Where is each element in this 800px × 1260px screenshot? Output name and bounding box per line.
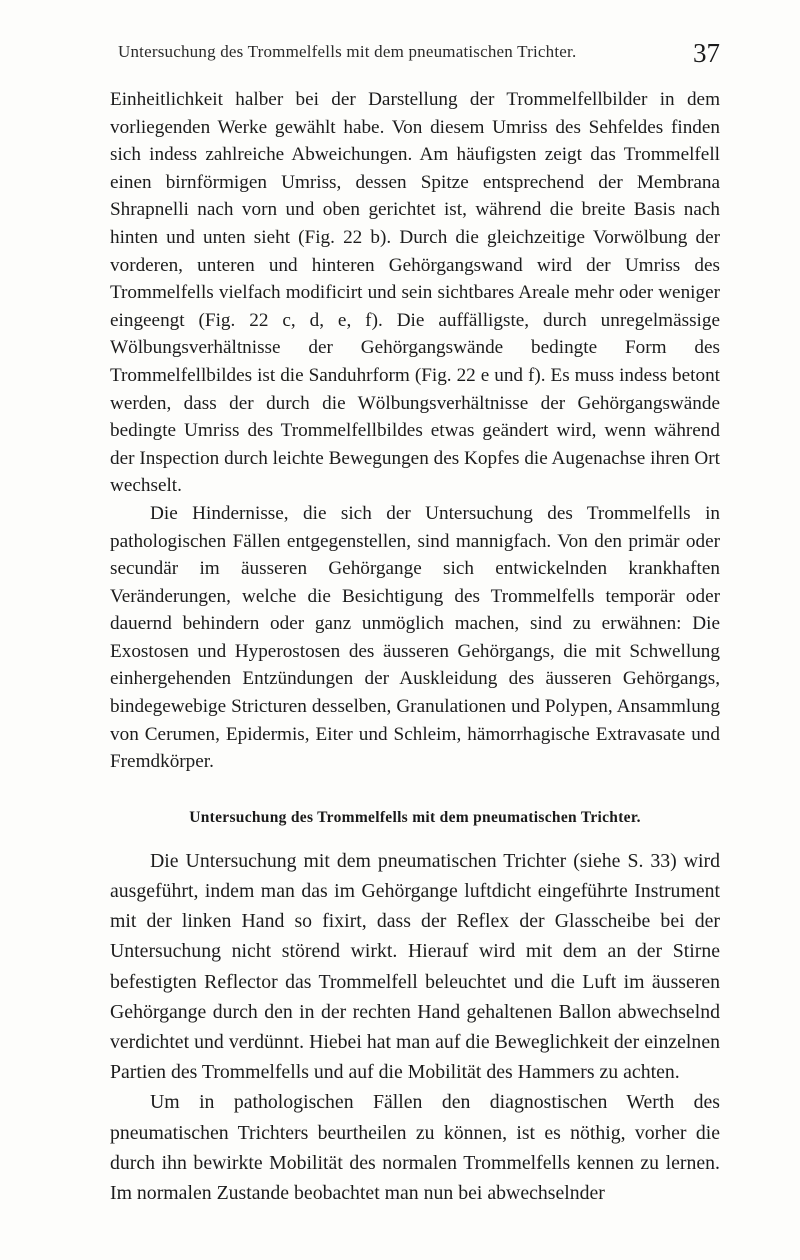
paragraph-diagnostischer-werth: Um in pathologischen Fällen den diagnostischen Werth des pneumatischen Trichters beurtheilen zu können, ist es nöthig, vorher die durch ihn bewirkte Mobilität des normalen Trommelfells kennen zu lernen. Im normalen Zustande beobachtet man nun bei abwechselnder	[110, 1091, 720, 1205]
section-heading: Untersuchung des Trommelfells mit dem pneumatischen Trichter.	[189, 808, 641, 826]
paragraph-hindernisse: Die Hindernisse, die sich der Untersuchung des Trommelfells in pathologischen Fällen entgegenstellen, sind mannigfach. Von den primär oder secundär im äusseren Gehörgange sich entwickelnden krankhaften Veränderungen, welche die Besichtigung des Trommelfells temporär oder dauernd behindern oder ganz unmöglich machen, sind zu erwähnen: Die Exostosen und Hyperostosen des äusseren Gehörgangs, die mit Schwellung einhergehenden Entzündungen der Auskleidung des äusseren Gehörgangs, bindegewebige Stricturen desselben, Granulationen und Polypen, Ansammlung von Cerumen, Epidermis, Eiter und Schleim, hämorrhagische Extravasate und Fremdkörper.	[110, 502, 720, 773]
page-number: 37	[693, 38, 720, 68]
paragraph-sehfeld-umriss: Einheitlichkeit halber bei der Darstellung der Trommelfellbilder in dem vorliegenden Werke gewählt habe. Von diesem Umriss des Sehfeldes finden sich indess zahlreiche Abweichungen. Am häufigsten zeigt das Trommelfell einen birnförmigen Umriss, dessen Spitze entsprechend der Membrana Shrapnelli nach vorn und oben gerichtet ist, während die breite Basis nach hinten und unten sieht (Fig. 22 b). Durch die gleichzeitige Vorwölbung der vorderen, unteren und hinteren Gehörgangswand wird der Umriss des Trommelfells vielfach modificirt und sein sichtbares Areale mehr oder weniger eingeengt (Fig. 22 c, d, e, f). Die auffälligste, durch unregelmässige Wölbungsverhältnisse der Gehörgangswände bedingte Form des Trommelfellbildes ist die Sanduhrform (Fig. 22 e und f). Es muss indess betont werden, dass der durch die Wölbungsverhältnisse der Gehörgangswände bedingte Umriss des Trommelfellbildes etwas geändert wird, wenn während der Inspection durch leichte Bewegungen des Kopfes die Augenachse ihren Ort wechselt.	[110, 89, 720, 497]
paragraph-untersuchung-trichter: Die Untersuchung mit dem pneumatischen Trichter (siehe S. 33) wird ausgeführt, indem man das im Gehörgange luftdicht eingeführte Instrument mit der linken Hand so fixirt, dass der Reflex der Glasscheibe bei der Untersuchung nicht störend wirkt. Hierauf wird mit dem an der Stirne befestigten Reflector das Trommelfell beleuchtet und die Luft im äusseren Gehörgange durch den in der rechten Hand gehaltenen Ballon abwechselnd verdichtet und verdünnt. Hiebei hat man auf die Beweglichkeit der einzelnen Partien des Trommelfells und auf die Mobilität des Hammers zu achten.	[110, 849, 720, 1084]
running-title: Untersuchung des Trommelfells mit dem pneumatischen Trichter.	[118, 42, 577, 61]
running-head	[110, 40, 720, 74]
body-text	[110, 86, 720, 1208]
